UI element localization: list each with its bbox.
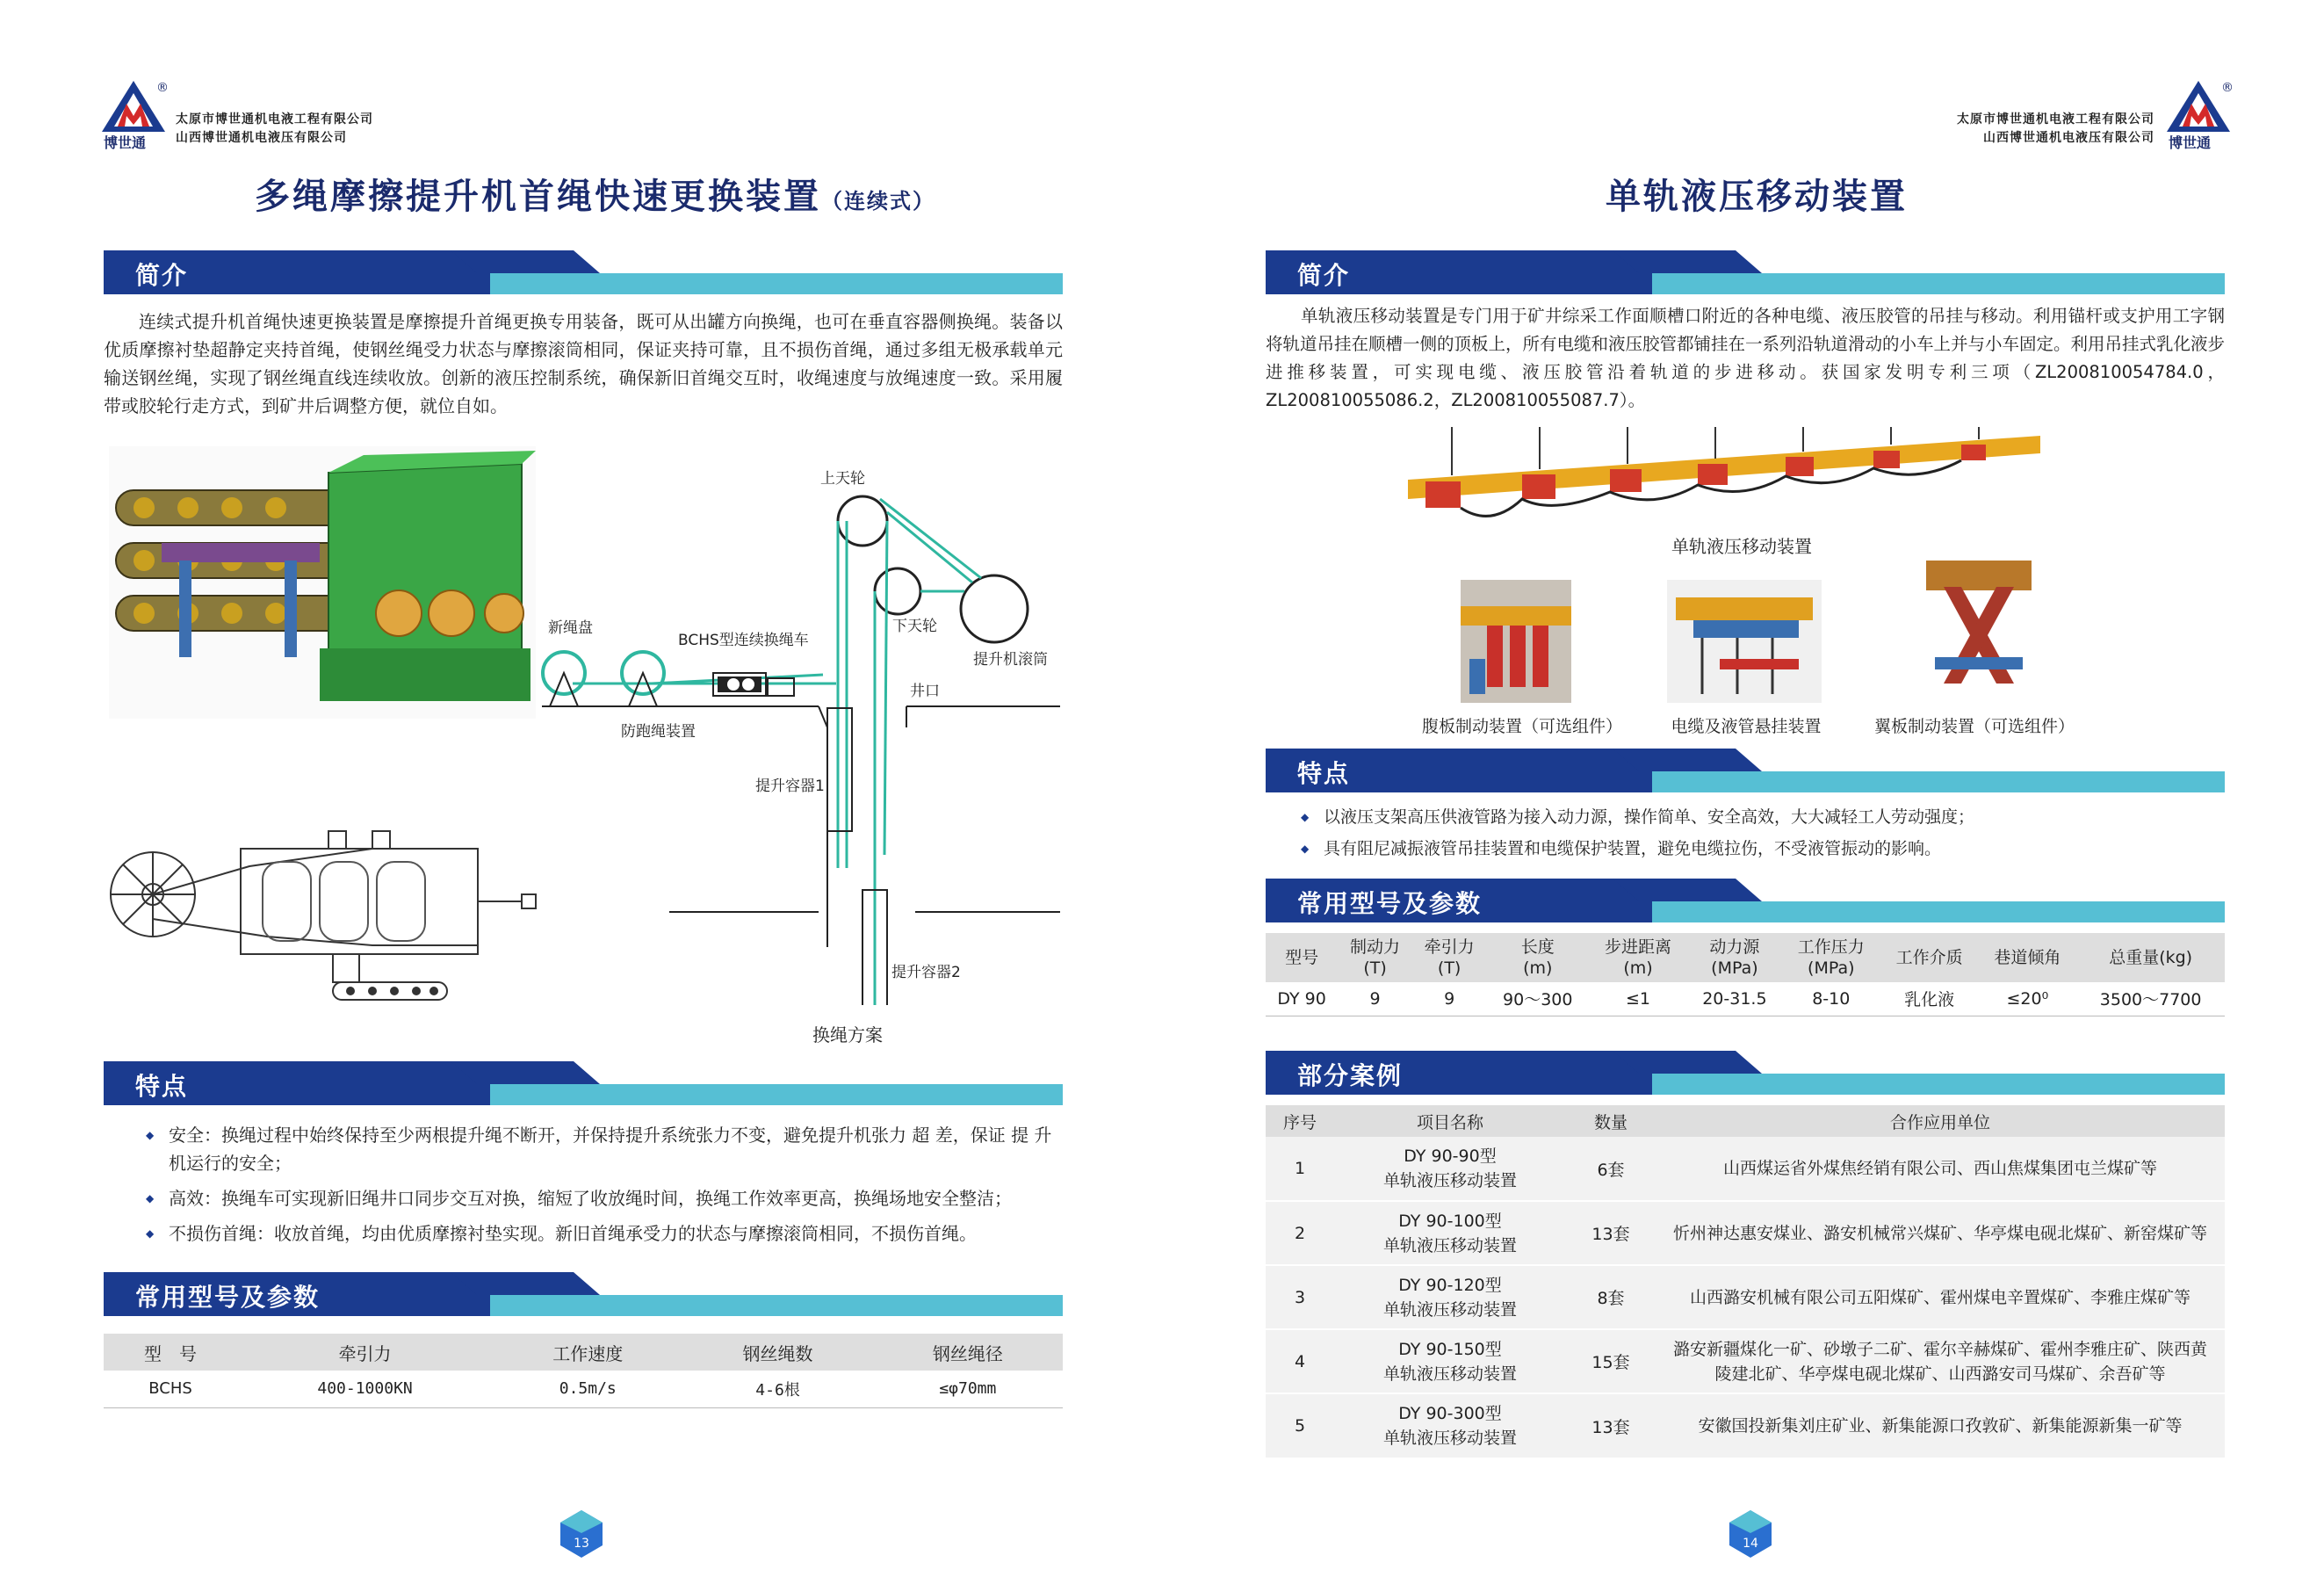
cases-table — [1266, 1105, 2225, 1458]
feature-item: ◆ 具有阻尼减振液管吊挂装置和电缆保护装置，避免电缆拉伤，不受液管振动的影响。 — [1301, 835, 2225, 863]
sub-image-caption: 翼板制动装置（可选组件） — [1873, 717, 2075, 736]
svg-text:新绳盘: 新绳盘 — [548, 619, 593, 637]
section-header-cases: 部分案例 — [1266, 1051, 2225, 1095]
section-header-intro: 简介 — [104, 250, 1063, 294]
svg-text:防跑绳装置: 防跑绳装置 — [621, 723, 696, 741]
machine-render-image — [109, 446, 536, 719]
table-header-row: 序号 项目名称 数量 合作应用单位 — [1266, 1105, 2225, 1137]
table-row: DY 90 9 9 90～300 ≤1 20-31.5 8-10 乳化液 ≤20⁰ 3500～7700 — [1266, 982, 2225, 1016]
section-header-features: 特点 — [1266, 749, 2225, 792]
diagram-caption: 换绳方案 — [812, 1024, 883, 1045]
section-header-models: 常用型号及参数 — [104, 1272, 1063, 1316]
company-logo-icon — [98, 77, 169, 151]
svg-text:井口: 井口 — [910, 683, 940, 700]
company-line-1: 太原市博世通机电液工程有限公司 — [176, 112, 373, 127]
flange-brake-image — [1917, 552, 2040, 703]
intro-text: 连续式提升机首绳快速更换装置是摩擦提升首绳更换专用装备，既可从出罐方向换绳，也可在垂直容器侧换绳。装备以优质摩擦衬垫超静定夹持首绳，使钢丝绳受力状态与摩擦滚筒相同，保证夹持可靠，且不损伤首绳，通过多组无极承载单元输送钢丝绳，实现了钢丝绳直线连续收放。创新的液压控制系统，确保新旧首绳交互时，收绳速度与放绳速度一致。采用履带或胶轮行走方式，到矿井后调整方便，就位自如。 — [104, 311, 1063, 416]
svg-text:提升容器1: 提升容器1 — [755, 778, 825, 795]
logo-brand: 博世通 — [104, 134, 147, 151]
svg-text:14: 14 — [1743, 1537, 1758, 1551]
table-row: 5 DY 90-300型 单轨液压移动装置 13套 安徽国投新集刘庄矿业、新集能源口孜敦矿、新集能源新集一矿等 — [1266, 1393, 2225, 1458]
svg-text:BCHS型连续换绳车: BCHS型连续换绳车 — [678, 632, 809, 649]
company-line-2: 山西博世通机电液压有限公司 — [176, 131, 347, 145]
company-line-1: 太原市博世通机电液工程有限公司 — [1957, 112, 2154, 127]
company-logo-icon — [2163, 77, 2234, 151]
sub-image-caption: 电缆及液管悬挂装置 — [1671, 717, 1822, 736]
web-brake-image — [1461, 580, 1571, 703]
svg-text:提升机滚筒: 提升机滚筒 — [973, 651, 1048, 669]
table-row: 1 DY 90-90型 单轨液压移动装置 6套 山西煤运省外煤焦经销有限公司、西山焦煤集团屯兰煤矿等 — [1266, 1137, 2225, 1201]
section-header-features: 特点 — [104, 1061, 1063, 1105]
table-row: 2 DY 90-100型 单轨液压移动装置 13套 忻州神达惠安煤业、潞安机械常兴煤矿、华亭煤电砚北煤矿、新窑煤矿等 — [1266, 1201, 2225, 1265]
table-header-row: 型号 制动力 (T) 牵引力 (T) 长度 (m) 步进距离 (m) 动力源 (MPa) 工作压力 (MPa) 工作介质 巷道倾角 总重量(kg) — [1266, 933, 2225, 982]
svg-text:提升容器2: 提升容器2 — [891, 964, 961, 981]
svg-text:13: 13 — [574, 1537, 589, 1551]
page-title: 单轨液压移动装置 — [1606, 177, 1908, 217]
section-header-models: 常用型号及参数 — [1266, 879, 2225, 922]
svg-text:博世通: 博世通 — [2169, 134, 2212, 151]
page-number-badge — [1724, 1507, 1777, 1559]
company-line-2: 山西博世通机电液压有限公司 — [1983, 131, 2154, 145]
intro-text: 单轨液压移动装置是专门用于矿井综采工作面顺槽口附近的各种电缆、液压胶管的吊挂与移动。利用锚杆或支护用工字钢将轨道吊挂在顺槽一侧的顶板上，所有电缆和液压胶管都铺挂在一系列沿轨道滑动的小车上并与小车固定。利用吊挂式乳化液步进推移装置，可实现电缆、液压胶管沿着轨道的步进移动。获国家发明专利三项（ZL200810054784.0，ZL200810055086.2，ZL200810055087.7）。 — [1266, 306, 2226, 410]
page-number-badge — [555, 1507, 608, 1559]
table-header-row: 型 号 牵引力 工作速度 钢丝绳数 钢丝绳径 — [104, 1334, 1063, 1371]
svg-text:®: ® — [156, 81, 169, 95]
models-table — [104, 1334, 1063, 1408]
sub-image-caption: 腹板制动装置（可选组件） — [1421, 717, 1622, 736]
feature-item: ◆ 高效：换绳车可实现新旧绳井口同步交互对换，缩短了收放绳时间，换绳工作效率更高，换绳场地安全整洁； — [146, 1184, 1063, 1212]
right-page — [1162, 0, 2324, 1577]
features-list — [1301, 803, 2225, 863]
company-names — [176, 111, 373, 148]
table-row: BCHS 400-1000KN 0.5m/s 4-6根 ≤φ70mm — [104, 1371, 1063, 1407]
monorail-image — [1408, 427, 2040, 531]
page-title: 多绳摩擦提升机首绳快速更换装置（连续式） — [255, 177, 935, 217]
svg-text:®: ® — [2221, 81, 2234, 95]
table-row: 4 DY 90-150型 单轨液压移动装置 15套 潞安新疆煤化一矿、砂墩子二矿、霍尔辛赫煤矿、霍州李雅庄矿、陕西黄陵建北矿、华亭煤电砚北煤矿、山西潞安司马煤矿、余吾矿等 — [1266, 1329, 2225, 1393]
svg-text:上天轮: 上天轮 — [820, 470, 865, 488]
feature-item: ◆ 安全：换绳过程中始终保持至少两根提升绳不断开，并保持提升系统张力不变，避免提升机张力 超 差，保证 提 升机运行的安全； — [146, 1121, 1063, 1177]
machine-side-drawing — [109, 814, 539, 1005]
rope-change-scheme-diagram — [538, 446, 1065, 1005]
section-header-intro: 简介 — [1266, 250, 2225, 294]
feature-item: ◆ 以液压支架高压供液管路为接入动力源，操作简单、安全高效，大大减轻工人劳动强度； — [1301, 803, 2225, 831]
table-row: 3 DY 90-120型 单轨液压移动装置 8套 山西潞安机械有限公司五阳煤矿、霍州煤电辛置煤矿、李雅庄煤矿等 — [1266, 1265, 2225, 1329]
features-list — [146, 1121, 1063, 1248]
svg-text:下天轮: 下天轮 — [892, 618, 937, 635]
cable-hanger-image — [1667, 580, 1822, 703]
company-names — [1939, 111, 2154, 148]
feature-item: ◆ 不损伤首绳：收放首绳，均由优质摩擦衬垫实现。新旧首绳承受力的状态与摩擦滚筒相同，不损伤首绳。 — [146, 1219, 1063, 1248]
param-table — [1266, 933, 2225, 1016]
monorail-caption: 单轨液压移动装置 — [1671, 536, 1812, 557]
